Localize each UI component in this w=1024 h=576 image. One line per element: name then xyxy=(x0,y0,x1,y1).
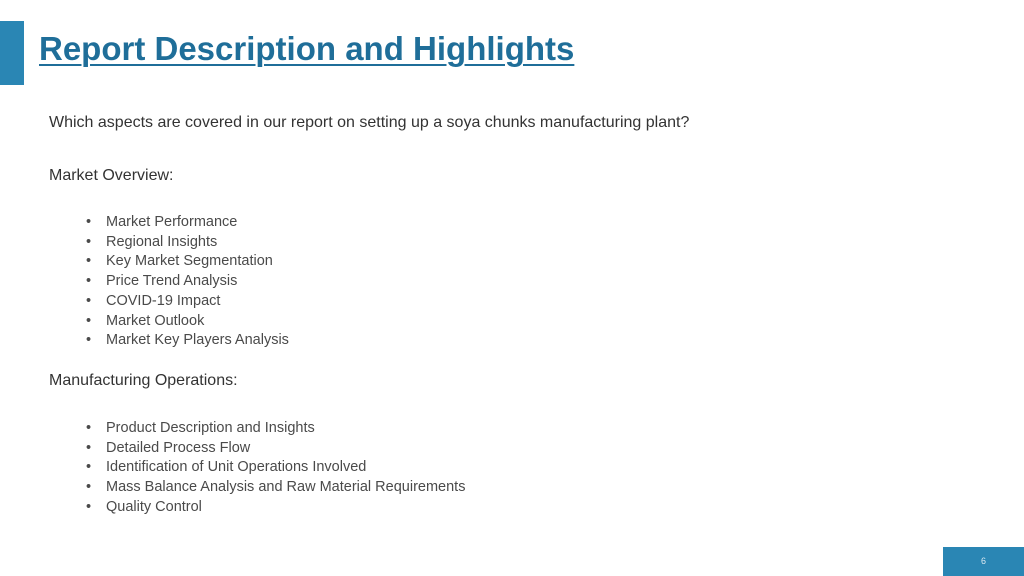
list-item-label: Market Outlook xyxy=(106,312,205,329)
bullet-icon: • xyxy=(86,439,92,456)
manufacturing-operations-list xyxy=(86,419,465,518)
report-question: Which aspects are covered in our report on setting up a soya chunks manufacturing plant? xyxy=(49,114,690,131)
list-item xyxy=(86,419,465,439)
list-item-label: Price Trend Analysis xyxy=(106,273,238,290)
title-accent-bar xyxy=(0,21,24,85)
manufacturing-operations-heading: Manufacturing Operations: xyxy=(49,372,238,389)
bullet-icon: • xyxy=(86,253,92,270)
list-item xyxy=(86,331,289,351)
list-item xyxy=(86,213,289,233)
list-item xyxy=(86,439,465,459)
bullet-icon: • xyxy=(86,214,92,230)
list-item xyxy=(86,272,289,292)
list-item-label: COVID-19 Impact xyxy=(106,292,221,309)
market-overview-list xyxy=(86,213,289,351)
list-item-label: Detailed Process Flow xyxy=(106,439,251,456)
list-item xyxy=(86,252,289,272)
bullet-icon: • xyxy=(86,479,92,496)
list-item-label: Market Key Players Analysis xyxy=(106,332,289,349)
list-item xyxy=(86,292,289,312)
bullet-icon: • xyxy=(86,233,92,250)
list-item xyxy=(86,312,289,332)
list-item-label: Mass Balance Analysis and Raw Material Requirements xyxy=(106,479,466,496)
bullet-icon: • xyxy=(86,312,92,329)
list-item-label: Key Market Segmentation xyxy=(106,253,273,270)
list-item xyxy=(86,498,465,518)
list-item-label: Identification of Unit Operations Involved xyxy=(106,459,367,476)
bullet-icon: • xyxy=(86,273,92,290)
page-number: 6 xyxy=(943,547,1024,576)
bullet-icon: • xyxy=(86,420,92,436)
list-item-label: Regional Insights xyxy=(106,233,218,250)
market-overview-heading: Market Overview: xyxy=(49,167,174,184)
list-item-label: Product Description and Insights xyxy=(106,420,315,436)
list-item xyxy=(86,233,289,253)
bullet-icon: • xyxy=(86,292,92,309)
list-item-label: Market Performance xyxy=(106,214,238,230)
bullet-icon: • xyxy=(86,498,92,515)
list-item-label: Quality Control xyxy=(106,498,202,515)
bullet-icon: • xyxy=(86,332,92,349)
page-title: Report Description and Highlights xyxy=(39,30,575,67)
list-item xyxy=(86,478,465,498)
list-item xyxy=(86,458,465,478)
bullet-icon: • xyxy=(86,459,92,476)
